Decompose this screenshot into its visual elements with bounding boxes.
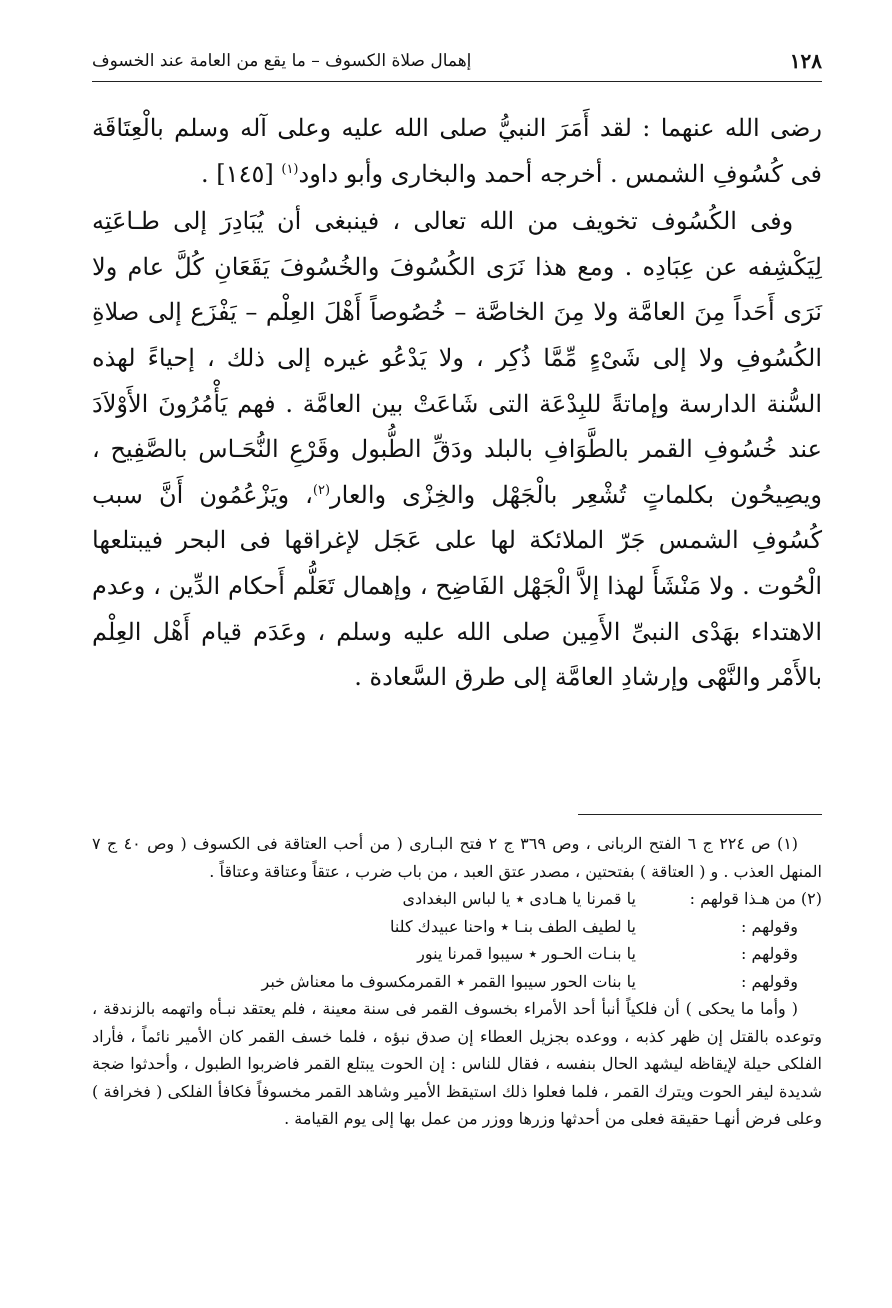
verse-label: وقولهم : [740, 916, 798, 936]
verse-label: (٢) من هـذا قولهم : [689, 889, 822, 908]
verse-row [92, 913, 822, 941]
main-text [92, 106, 822, 701]
footnote-ref-2: (٢) [312, 482, 331, 498]
paragraph-2 [92, 199, 822, 701]
verse-label: وقولهم : [740, 971, 798, 991]
verse-row [92, 885, 822, 913]
page-header [92, 44, 822, 78]
verse-row [92, 940, 822, 968]
paragraph-2-continuation: ، ويَزْعُمُون أَنَّ سبب كُسُوفِ الشمس جَرّ الملائكة لها على عَجَل لإغراقها فى البحر فيبتلعها الْحُوت . ولا مَنْشَأَ لهذا إلاَّ الْجَهْل الفَاضِح ، وإهمال تَعَلُّم أَحكام الدِّين ، وعدم الاهتداء بهَدْى النبىِّ الأَمِين صلى الله عليه وسلم ، وعَدَم قيام أَهْل العِلْم بالأَمْر والنَّهْى وإرشادِ العامَّة إلى طرق السَّعادة . [92, 480, 822, 692]
footnote-story: ( وأما ما يحكى ) أن فلكياً أنبأ أحد الأمراء بخسوف القمر فى سنة معينة ، فلم يعتقد نبـأه واتهمه بالزندقة ، وتوعده بالقتل إن ظهر كذبه ، ووعده بجزيل العطاء إن صدق نبؤه ، فلما خسف القمر كان الأمير نائماً ، فأراد الفلكى حيلة لإيقاظه ليشهد الحال بنفسه ، فقال للناس : إن الحوت يبتلع القمر فاضربوا الطبول ، وأحدثوا ضجة شديدة ليفر الحوت ويترك القمر ، فلما فعلوا ذلك استيقظ الأمير وشاهد القمر مخسوفاً فكافأ الفلكى ( فخرافة ) وعلى فرض أنهـا حقيقة فعلى من أحدثها وزرها ووزر من عمل بها إلى يوم القيامة . [92, 999, 823, 1128]
verse-text: يا قمرنا يا هـادى ٭ يا لباس البغدادى [402, 889, 636, 908]
verse-text: يا لطيف الطف بنـا ٭ واحنا عبيدك كلنا [389, 916, 636, 936]
header-rule [92, 81, 822, 82]
verse-row [92, 968, 822, 996]
paragraph-1 [92, 106, 822, 197]
paragraph-1-text: رضى الله عنهما : لقد أَمَرَ النبيُّ صلى الله عليه وعلى آله وسلم بالْعِتَاقَة فى كُسُوفِ الشمس . أخرجه أحمد والبخارى وأبو داود [92, 114, 822, 188]
footnote-separator [578, 814, 822, 815]
verse-text: يا بنات الحور سيبوا القمر ٭ القمرمكسوف ما معناش خبر [261, 971, 636, 991]
page-number: ١٢٨ [789, 49, 822, 73]
verse-text: يا بنـات الحـور ٭ سيبوا قمرنا ينور [417, 944, 636, 963]
footnote-1: (١) ص ٢٢٤ ج ٦ الفتح الربانى ، وص ٣٦٩ ج ٢ فتح البـارى ( من أحب العتاقة فى الكسوف ( وص ٤٠ ج ٧ المنهل العذب . و ( العتاقة ) بفتحتين ، مصدر عتق العبد ، من باب ضرب ، عتقاً وعتاقة وعتاقاً . [92, 834, 822, 881]
footnotes [92, 830, 822, 1133]
footnote-2-verses [92, 885, 822, 995]
footnote-ref-1: (١) [281, 161, 299, 177]
paragraph-2-text: وفى الكُسُوف تخويف من الله تعالى ، فينبغى أن يُبَادِرَ إلى طـاعَتِه لِيَكْشِفه عن عِبَادِه . ومع هذا نَرَى الكُسُوفَ والخُسُوفَ يَقَعَانِ كُلَّ عام ولا نَرَى أَحَداً مِنَ العامَّة ولا مِنَ الخاصَّة – خُصُوصاً أَهْلَ العِلْم – يَفْزَع إلى صلاةِ الكُسُوفِ ولا إلى شَىْءٍ مِّمَّا ذُكِر ، ولا يَدْعُو غيره إلى ذلك ، إحياءً لهذه السُّنة الدارسة وإماتةً للبِدْعَة التى شَاعَتْ بين العامَّة . فهم يَأْمُرُونَ الأَوْلاَدَ عند خُسُوفِ القمر بالطَّوَافِ بالبلد ودَقِّ الطُّبول وقَرْعِ النُّحَـاس بالصَّفِيح ، ويصِيحُون بكلماتٍ تُشْعِر بالْجَهْل والخِزْى والعار [92, 207, 822, 509]
running-title: إهمال صلاة الكسوف – ما يقع من العامة عند الخسوف [92, 51, 472, 71]
hadith-citation: [١٤٥] . [201, 159, 274, 188]
verse-label: وقولهم : [740, 944, 798, 963]
